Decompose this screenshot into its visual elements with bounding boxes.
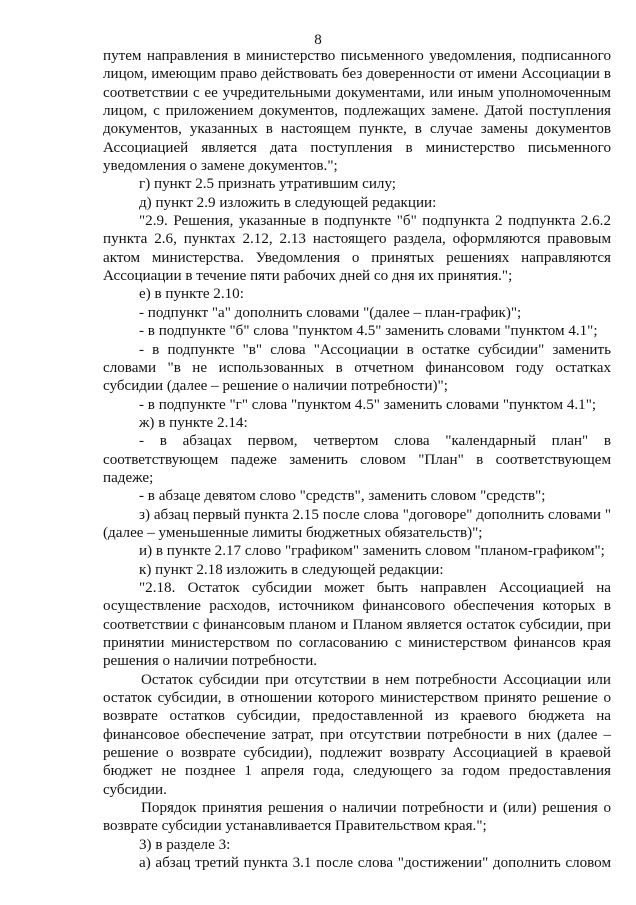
paragraph: и) в пункте 2.17 слово "графиком" заменить словом "планом-графиком"; — [139, 543, 605, 560]
paragraph: 3) в разделе 3: — [139, 836, 231, 853]
paragraph: к) пункт 2.18 изложить в следующей редакции: — [139, 561, 444, 578]
paragraph: - в абзацах первом, четвертом слова "календарный план" в соответствующем падеже заменить словом "План" в соответствующем падеже; — [103, 433, 611, 486]
document-body — [103, 47, 611, 872]
paragraph: "2.9. Решения, указанные в подпункте "б" подпункта 2 подпункта 2.6.2 пункта 2.6, пунктах 2.12, 2.13 настоящего раздела, оформляются правовым актом министерства. Уведомления о принятых решениях направляются Ассоциации в течение пяти рабочих дней со дня их принятия."; — [103, 213, 611, 285]
paragraph: ж) в пункте 2.14: — [139, 414, 248, 431]
paragraph: а) абзац третий пункта 3.1 после слова "достижении" дополнить словом — [139, 855, 611, 872]
paragraph: путем направления в министерство письменного уведомления, подписанного лицом, имеющим право действовать без доверенности от имени Ассоциации в соответствии с ее учредительными документами, или иным уполномоченным лицом, с приложением документов, подлежащих замене. Датой поступления документов, указанных в настоящем пункте, в случае замены документов Ассоциацией является дата поступления в министерство письменного уведомления о замене документов."; — [103, 48, 611, 175]
paragraph: - в подпункте "в" слова "Ассоциации в остатке субсидии" заменить словами "в не использованных в отчетном финансовом году остатках субсидии (далее – решение о наличии потребности)"; — [103, 341, 611, 395]
paragraph: "2.18. Остаток субсидии может быть направлен Ассоциацией на осуществление расходов, источником финансового обеспечения которых в соответствии с финансовым планом и Планом является остаток субсидии, при принятии министерством по согласованию с министерством финансов края решения о наличии потребности. — [103, 579, 611, 670]
paragraph: е) в пункте 2.10: — [139, 286, 244, 303]
paragraph: - в подпункте "г" слова "пунктом 4.5" заменить словами "пунктом 4.1"; — [139, 396, 597, 413]
paragraph: з) абзац первый пункта 2.15 после слова "договоре" дополнить словами "(далее – уменьшенные лимиты бюджетных обязательств)"; — [103, 506, 611, 541]
paragraph: Остаток субсидии при отсутствии в нем потребности Ассоциации или остаток субсидии, в отношении которого министерством принято решение о возврате остатков субсидии, предоставленной из краевого бюджета на финансовое обеспечение затрат, при отсутствии потребности в них (далее – решение о возврате субсидии), подлежит возврату Ассоциацией в краевой бюджет не позднее 1 апреля года, следующего за годом предоставления субсидии. — [103, 671, 611, 798]
paragraph: - подпункт "а" дополнить словами "(далее – план-график)"; — [139, 304, 522, 321]
paragraph: - в абзаце девятом слово "средств", заменить словом "средств"; — [139, 488, 546, 505]
paragraph: г) пункт 2.5 признать утратившим силу; — [139, 176, 396, 193]
paragraph: д) пункт 2.9 изложить в следующей редакции: — [139, 194, 437, 211]
paragraph: Порядок принятия решения о наличии потребности и (или) решения о возврате субсидии устанавливается Правительством края."; — [103, 800, 611, 835]
page-number: 8 — [314, 32, 322, 48]
paragraph: - в подпункте "б" слова "пунктом 4.5" заменить словами "пунктом 4.1"; — [139, 323, 598, 340]
